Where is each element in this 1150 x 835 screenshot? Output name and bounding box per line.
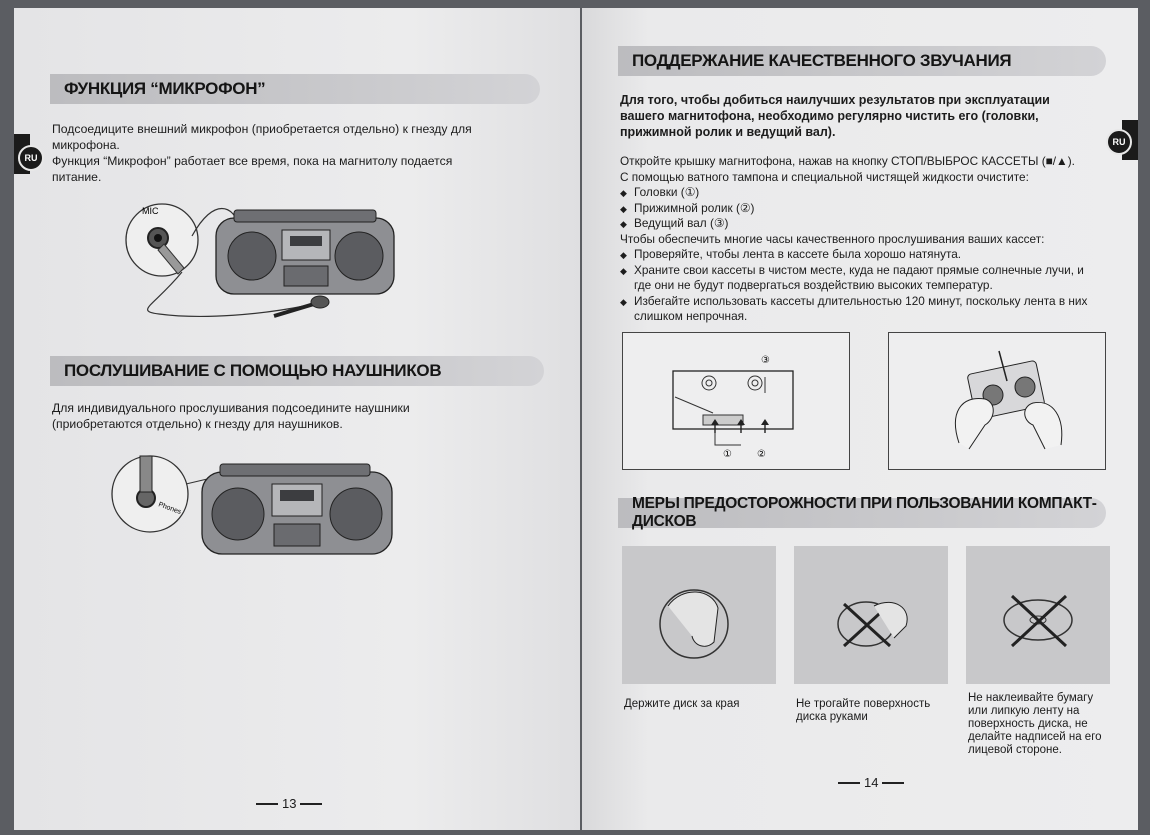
list-item: ◆ Ведущий вал (③) xyxy=(620,216,1100,232)
tape-deck-diagram xyxy=(622,332,850,470)
cd-no-label-image xyxy=(966,546,1110,684)
list-item: ◆ Головки (①) xyxy=(620,185,1100,201)
list-item: ◆ Храните свои кассеты в чистом месте, куда не падают прямые солнечные лучи, и где они не будут подвергаться воздействию высоких температур. xyxy=(620,263,1100,294)
cleaning-instructions: Откройте крышку магнитофона, нажав на кнопку СТОП/ВЫБРОС КАССЕТЫ (■/▲). С помощью ватного тампона и специальной чистящей жидкости очистите: ◆ Головки (①) ◆ Прижимной ролик (②) ◆ Ведущий вал (③) Чтобы обеспечить многие часы качественного прослушивания ваших кассет: ◆ Проверяйте, чтобы лента в кассете была хорошо натянута. ◆ Храните свои кассеты в чистом месте, куда не падают прямые солнечные лучи, и где они не будут подвергаться воздействию высоких температур. ◆ Избегайте использовать кассеты длительностью 120 минут, поскольку лента в них слишком непрочная. xyxy=(620,154,1100,325)
headphones-section-title: ПОСЛУШИВАНИЕ С ПОМОЩЬЮ НАУШНИКОВ xyxy=(50,356,544,386)
cd-no-touch-image xyxy=(794,546,948,684)
page-number-right: 14 xyxy=(838,775,904,790)
list-item: ◆ Проверяйте, чтобы лента в кассете была хорошо натянута. xyxy=(620,247,1100,263)
list-item: ◆ Избегайте использовать кассеты длительностью 120 минут, поскольку лента в них слишком непрочная. xyxy=(620,294,1100,325)
phones-jack-label: Phones xyxy=(157,501,183,517)
ru-badge: RU xyxy=(1106,129,1132,155)
diagram-mark: ① xyxy=(723,449,732,460)
diagram-mark: ③ xyxy=(761,355,770,366)
mic-section-title: ФУНКЦИЯ “МИКРОФОН” xyxy=(50,74,540,104)
cd-caption-hold: Держите диск за края xyxy=(624,698,740,710)
maintenance-section-title: ПОДДЕРЖАНИЕ КАЧЕСТВЕННОГО ЗВУЧАНИЯ xyxy=(618,46,1106,76)
tape-tips-list xyxy=(620,247,1100,325)
cd-caption-no-label: Не наклеивайте бумагу или липкую ленту на поверхность диска, не делайте надписей на его лицевой стороне. xyxy=(968,692,1102,756)
right-page xyxy=(582,8,1138,830)
page-number-left: 13 xyxy=(256,796,322,811)
headphones-connection-illustration xyxy=(110,448,400,566)
mic-jack-label: MIC xyxy=(142,206,159,216)
mic-connection-illustration xyxy=(114,196,414,326)
ru-badge: RU xyxy=(18,145,44,171)
cleaning-illustration xyxy=(888,332,1106,470)
diagram-mark: ② xyxy=(757,449,766,460)
maintenance-intro: Для того, чтобы добиться наилучших результатов при эксплуатации вашего магнитофона, необходимо регулярно чистить его (головки, прижимной ролик и ведущий вал). xyxy=(620,93,1050,139)
headphones-instructions: Для индивидуального прослушивания подсоедините наушники (приобретаются отдельно) к гнезду для наушников. xyxy=(52,401,410,431)
list-item: ◆ Прижимной ролик (②) xyxy=(620,201,1100,217)
cleaning-parts-list xyxy=(620,185,1100,232)
left-page xyxy=(14,8,580,830)
cd-section-title: МЕРЫ ПРЕДОСТОРОЖНОСТИ ПРИ ПОЛЬЗОВАНИИ КОМПАКТ-ДИСКОВ xyxy=(618,498,1106,528)
cd-caption-no-touch: Не трогайте поверхность диска руками xyxy=(796,698,931,723)
mic-instructions: Подсоедиците внешний микрофон (приобретается отдельно) к гнезду для микрофона. Функция “Микрофон” работает все время, пока на магнитолу подается питание. xyxy=(52,122,472,184)
cd-hold-edges-image xyxy=(622,546,776,684)
